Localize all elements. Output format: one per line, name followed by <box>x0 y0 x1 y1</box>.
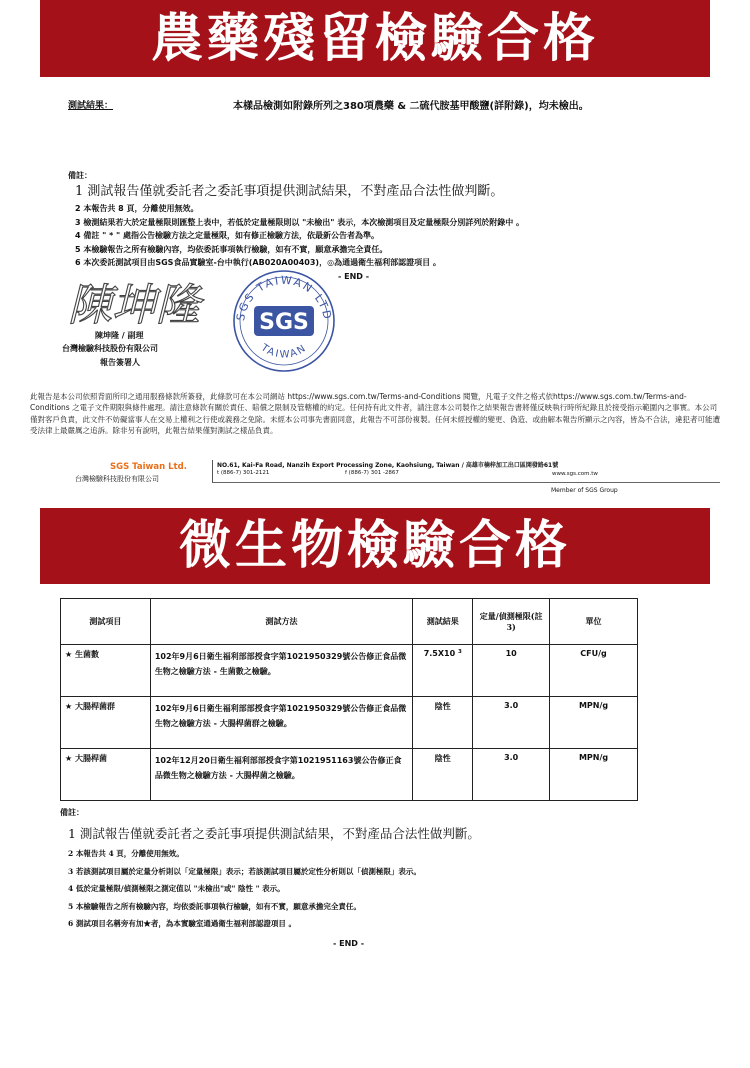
header-unit: 單位 <box>550 599 638 645</box>
note-item: 6 測試項目名稱旁有加★者，為本實驗室通過衛生福利部認證項目 。 <box>68 919 296 929</box>
footer-website: www.sgs.com.tw <box>552 471 598 477</box>
footer-member: Member of SGS Group <box>551 487 618 494</box>
note-item: 3 檢測結果若大於定量極限則匯整上表中，若低於定量極限則以 "未檢出" 表示，本次檢測項目及定量極限分別詳列於附錄中 。 <box>75 217 525 227</box>
footer-divider <box>212 460 213 482</box>
cell-result: 陰性 <box>413 697 473 749</box>
cell-limit: 3.0 <box>473 749 550 801</box>
cell-item: ★ 生菌數 <box>61 645 151 697</box>
test-result-label: 測試結果： <box>68 101 114 111</box>
note-item: 1 測試報告僅就委託者之委託事項提供測試結果，不對產品合法性做判斷。 <box>68 826 480 841</box>
footer-tel: t (886-7) 301-2121 <box>217 470 270 476</box>
note-item: 1 測試報告僅就委託者之委託事項提供測試結果，不對產品合法性做判斷。 <box>75 184 504 199</box>
pesticide-banner: 農藥殘留檢驗合格 <box>40 0 710 77</box>
notes-list <box>75 182 695 270</box>
cell-result: 陰性 <box>413 749 473 801</box>
table-row <box>61 749 638 801</box>
sgs-company-chinese: 台灣檢驗科技股份有限公司 <box>75 475 159 483</box>
cell-method: 102年12月20日衛生福利部部授食字第1021951163號公告修正食品微生物之檢驗方法 - 大腸桿菌之檢驗。 <box>150 749 412 801</box>
disclaimer-text: 此報告是本公司依照背面所印之通用服務條款所簽發，此條款可在本公司網站 https://www.sgs.com.tw/Terms-and-Conditions 閱覽，凡電子文件之格式依https://www.sgs.com.tw/Terms-and-Conditions 之電子文件期限與條件處理。請注意條款有關於責任、賠償之限制及管轄權的約定。任何持有此文件者，請注意本公司製作之結果報告書將僅反映執行時所紀錄且於接受指示範圍內之事實。本公司僅對客戶負責，此文件不妨礙當事人在交易上權利之行使或義務之免除。未經本公司事先書面同意，此報告不可部份複製。任何未經授權的變更、偽造、或曲解本報告所顯示之內容，皆為不合法，違犯者可能遭受法律上最嚴厲之追訴。除非另有說明，此報告結果僅對測試之樣品負責。 <box>30 392 720 435</box>
cell-result <box>413 645 473 697</box>
notes-heading: 備註： <box>68 171 92 180</box>
signer-name: 陳坤隆 / 副理 <box>95 331 144 340</box>
microbe-results-table <box>60 598 638 801</box>
footer-rule <box>212 482 720 483</box>
header-result: 測試結果 <box>413 599 473 645</box>
sgs-seal-icon <box>228 268 340 374</box>
cell-unit: MPN/g <box>550 697 638 749</box>
table-row <box>61 697 638 749</box>
result-exponent: 3 <box>457 649 462 655</box>
header-limit: 定量/偵測極限(註3) <box>473 599 550 645</box>
result-value: 7.5X10 <box>423 649 456 658</box>
svg-text:陳坤隆: 陳坤隆 <box>68 280 200 331</box>
note-item: 3 若該測試項目屬於定量分析則以「定量極限」表示；若該測試項目屬於定性分析則以「偵測極限」表示。 <box>68 866 421 876</box>
cell-item: ★ 大腸桿菌群 <box>61 697 151 749</box>
table-header-row <box>61 599 638 645</box>
sgs-company-name: SGS Taiwan Ltd. <box>110 462 187 472</box>
cell-unit: CFU/g <box>550 645 638 697</box>
signer-role: 報告簽署人 <box>100 358 140 367</box>
header-method: 測試方法 <box>150 599 412 645</box>
end-marker: - END - <box>338 272 370 281</box>
svg-text:SGS: SGS <box>259 310 309 335</box>
signer-company: 台灣檢驗科技股份有限公司 <box>62 344 158 353</box>
note-item: 5 本檢驗報告之所有檢驗內容，均依委託事項執行檢驗，如有不實，願意承擔完全責任。 <box>68 901 361 911</box>
note-item: 2 本報告共 4 頁，分離使用無效。 <box>68 849 184 858</box>
table-row <box>61 645 638 697</box>
note-item: 6 本次委託測試項目由SGS食品實驗室-台中執行(AB020A00403)，◎為通過衛生福利部認證項目 。 <box>75 258 441 267</box>
note-item: 5 本檢驗報告之所有檢驗內容，均依委託事項執行檢驗，如有不實，願意承擔完全責任。 <box>75 244 388 254</box>
cell-method: 102年9月6日衛生福利部部授食字第1021950329號公告修正食品微生物之檢驗方法 - 大腸桿菌群之檢驗。 <box>150 697 412 749</box>
svg-text:TAIWAN: TAIWAN <box>258 342 310 361</box>
cell-limit: 10 <box>473 645 550 697</box>
microbe-banner: 微生物檢驗合格 <box>40 508 710 584</box>
note-item: 4 備註 " * " 處指公告檢驗方法之定量極限，如有修正檢驗方法，依最新公告者為準。 <box>75 231 380 240</box>
cell-method: 102年9月6日衛生福利部部授食字第1021950329號公告修正食品微生物之檢驗方法 - 生菌數之檢驗。 <box>150 645 412 697</box>
cell-item: ★ 大腸桿菌 <box>61 749 151 801</box>
footer-address: NO.61, Kai-Fa Road, Nanzih Export Processing Zone, Kaohsiung, Taiwan / 高雄市楠梓加工出口區開發路61號 <box>217 462 559 469</box>
footer-fax: f (886-7) 301 -2867 <box>345 470 399 476</box>
test-result-text: 本樣品檢測如附錄所列之380項農藥 & 二硫代胺基甲酸鹽(詳附錄)，均未檢出。 <box>233 101 589 112</box>
end-marker: - END - <box>333 939 365 948</box>
note-item: 2 本報告共 8 頁，分離使用無效。 <box>75 204 199 213</box>
notes-list <box>68 823 688 933</box>
header-item: 測試項目 <box>61 599 151 645</box>
notes-heading: 備註： <box>60 808 84 817</box>
cell-limit: 3.0 <box>473 697 550 749</box>
svg-text:SGS TAIWAN LTD: SGS TAIWAN LTD <box>234 273 335 322</box>
note-item: 4 低於定量極限/偵測極限之測定值以 "未檢出"或" 陰性 " 表示。 <box>68 884 285 894</box>
cell-unit: MPN/g <box>550 749 638 801</box>
